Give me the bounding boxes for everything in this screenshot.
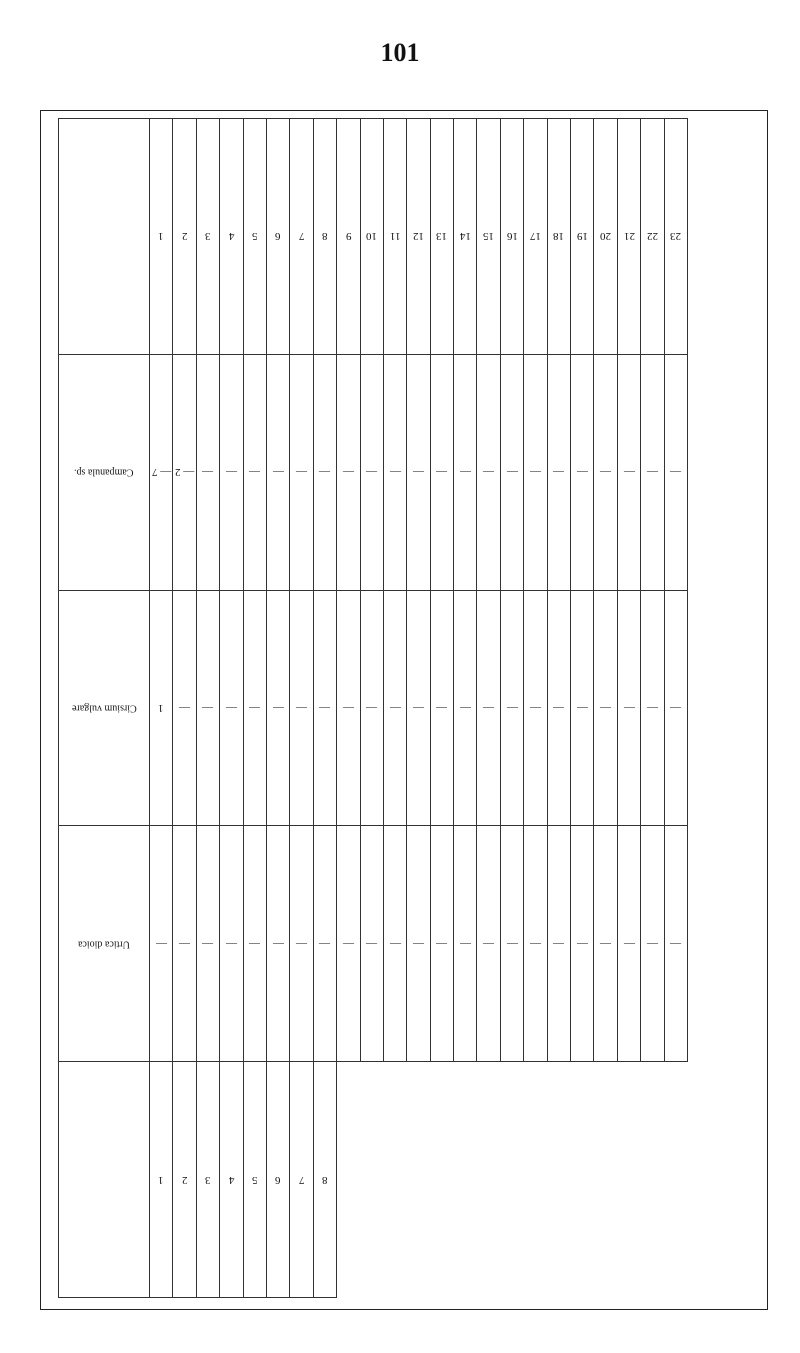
column-header-label: 12 bbox=[412, 230, 424, 243]
table-cell bbox=[220, 354, 243, 590]
column-header-label: 2 bbox=[181, 230, 188, 243]
table-cell-value: — bbox=[553, 937, 565, 950]
table-cell bbox=[407, 590, 430, 826]
table-cell-value: — bbox=[319, 701, 331, 714]
table-cell bbox=[547, 826, 570, 1062]
table-cell bbox=[477, 826, 500, 1062]
column-header bbox=[266, 119, 289, 355]
column-header bbox=[594, 119, 617, 355]
side-label-text: 6 bbox=[275, 1173, 281, 1186]
table-cell bbox=[360, 590, 383, 826]
column-header-label: 18 bbox=[553, 230, 565, 243]
column-header-label: 6 bbox=[275, 230, 281, 243]
column-header-label: 16 bbox=[506, 230, 518, 243]
column-header-label: 23 bbox=[670, 230, 682, 243]
column-header-label: 8 bbox=[322, 230, 328, 243]
column-header-label: 11 bbox=[389, 230, 401, 243]
side-label bbox=[173, 1062, 196, 1298]
table-cell bbox=[617, 590, 640, 826]
column-header bbox=[360, 119, 383, 355]
table-cell bbox=[594, 354, 617, 590]
table-cell bbox=[313, 590, 336, 826]
table-cell-value: — bbox=[179, 937, 191, 950]
column-header bbox=[477, 119, 500, 355]
column-header-label: 1 bbox=[158, 230, 164, 243]
table-cell bbox=[571, 354, 594, 590]
table-cell bbox=[383, 354, 406, 590]
table-cell-value: — bbox=[389, 937, 401, 950]
table-cell bbox=[664, 826, 687, 1062]
table-cell bbox=[547, 354, 570, 590]
side-label-row bbox=[59, 1062, 688, 1298]
table-cell-value: — bbox=[319, 466, 331, 479]
row-label bbox=[59, 354, 150, 590]
table-cell-value: — bbox=[296, 937, 308, 950]
table-cell-value: — bbox=[249, 701, 261, 714]
column-header bbox=[407, 119, 430, 355]
side-label bbox=[220, 1062, 243, 1298]
column-header bbox=[430, 119, 453, 355]
side-label-text: 4 bbox=[228, 1173, 235, 1186]
table-cell-value: — bbox=[600, 701, 612, 714]
column-header-label: 22 bbox=[646, 230, 658, 243]
table-cell-value: — bbox=[646, 937, 658, 950]
table-cell-value: — bbox=[506, 701, 518, 714]
column-header-label: 4 bbox=[228, 230, 235, 243]
side-label-text: 8 bbox=[322, 1173, 328, 1186]
table-cell-value: — bbox=[436, 701, 448, 714]
table-cell bbox=[571, 826, 594, 1062]
column-header bbox=[571, 119, 594, 355]
table-cell bbox=[290, 826, 313, 1062]
table-cell-value: — bbox=[670, 466, 682, 479]
column-header bbox=[220, 119, 243, 355]
table-cell bbox=[617, 826, 640, 1062]
row-label-text: Cirsium vulgare bbox=[71, 702, 137, 714]
table-cell bbox=[454, 826, 477, 1062]
table-cell bbox=[266, 590, 289, 826]
table-cell-value: — bbox=[553, 701, 565, 714]
table-cell-value: — bbox=[249, 937, 261, 950]
table-cell-value: — bbox=[646, 701, 658, 714]
row-label bbox=[59, 826, 150, 1062]
table-cell bbox=[243, 354, 266, 590]
table-cell bbox=[337, 826, 360, 1062]
table-cell bbox=[383, 590, 406, 826]
table-cell-value: — bbox=[436, 937, 448, 950]
side-label bbox=[196, 1062, 219, 1298]
table-cell bbox=[360, 354, 383, 590]
column-header-label: 9 bbox=[345, 230, 352, 243]
table-cell-value: — bbox=[202, 466, 214, 479]
side-label-text: 1 bbox=[158, 1173, 164, 1186]
column-header-label: 21 bbox=[623, 230, 635, 243]
table-cell bbox=[337, 354, 360, 590]
table-cell bbox=[524, 826, 547, 1062]
column-header bbox=[454, 119, 477, 355]
table-row bbox=[59, 590, 688, 826]
table-cell-value: — bbox=[225, 937, 237, 950]
table-cell bbox=[641, 590, 664, 826]
table-cell-value: — bbox=[342, 466, 354, 479]
table-cell bbox=[547, 590, 570, 826]
column-header-label: 17 bbox=[529, 230, 541, 243]
table-cell-value: — bbox=[529, 466, 541, 479]
table-cell bbox=[430, 826, 453, 1062]
table-cell-value: — bbox=[412, 937, 424, 950]
column-header bbox=[290, 119, 313, 355]
column-header bbox=[196, 119, 219, 355]
table-cell-value: — bbox=[623, 937, 635, 950]
column-header-label: 13 bbox=[436, 230, 448, 243]
side-label bbox=[266, 1062, 289, 1298]
table-cell bbox=[150, 354, 173, 590]
table-cell-value: — bbox=[155, 937, 167, 950]
table-cell bbox=[173, 354, 196, 590]
table-cell-value: — bbox=[319, 937, 331, 950]
table-cell-value: 1 bbox=[158, 701, 164, 714]
table-cell bbox=[150, 590, 173, 826]
side-label bbox=[243, 1062, 266, 1298]
table-cell bbox=[430, 590, 453, 826]
table-cell bbox=[594, 826, 617, 1062]
table-cell bbox=[173, 590, 196, 826]
table-cell-value: — bbox=[459, 466, 471, 479]
table-cell-value: — bbox=[506, 466, 518, 479]
table-cell-value: — bbox=[459, 937, 471, 950]
table-cell-value: — bbox=[272, 937, 284, 950]
table-cell-value: — bbox=[576, 466, 588, 479]
column-header bbox=[243, 119, 266, 355]
table-cell-value: — bbox=[342, 701, 354, 714]
table-cell-value: — bbox=[412, 701, 424, 714]
table-cell-value: — bbox=[225, 466, 237, 479]
table-cell-value: — bbox=[646, 466, 658, 479]
table-cell bbox=[383, 826, 406, 1062]
table-cell-value: — bbox=[296, 701, 308, 714]
column-header-label: 7 bbox=[298, 230, 305, 243]
table-cell-value: — bbox=[366, 937, 378, 950]
row-label-text: Urtica dioica bbox=[78, 938, 130, 950]
table-cell-value: — bbox=[342, 937, 354, 950]
table-cell-value: — 2 bbox=[174, 466, 195, 479]
table-cell bbox=[150, 826, 173, 1062]
column-header bbox=[173, 119, 196, 355]
side-label-text: 2 bbox=[181, 1173, 188, 1186]
table-cell-value: — bbox=[483, 701, 495, 714]
table-cell bbox=[594, 590, 617, 826]
table-cell bbox=[407, 354, 430, 590]
table-cell bbox=[290, 590, 313, 826]
column-header-label: 20 bbox=[600, 230, 612, 243]
column-header bbox=[383, 119, 406, 355]
side-label bbox=[150, 1062, 173, 1298]
table-cell bbox=[500, 590, 523, 826]
table-cell-value: — bbox=[389, 466, 401, 479]
table-cell-value: — bbox=[600, 937, 612, 950]
table-cell-value: — bbox=[623, 701, 635, 714]
table-cell bbox=[430, 354, 453, 590]
table-cell-value: — bbox=[225, 701, 237, 714]
table-cell bbox=[617, 354, 640, 590]
table-cell-value: — 7 bbox=[151, 466, 171, 479]
table-cell bbox=[664, 590, 687, 826]
table-cell-value: — bbox=[506, 937, 518, 950]
table-cell-value: — bbox=[670, 937, 682, 950]
table-cell bbox=[313, 826, 336, 1062]
table-cell-value: — bbox=[483, 937, 495, 950]
table-cell bbox=[266, 826, 289, 1062]
table-cell-value: — bbox=[576, 701, 588, 714]
table-cell bbox=[641, 354, 664, 590]
table-cell bbox=[454, 354, 477, 590]
table-cell bbox=[243, 826, 266, 1062]
table-cell bbox=[524, 354, 547, 590]
table-cell-value: — bbox=[529, 701, 541, 714]
page-number: 101 bbox=[380, 38, 420, 67]
table-row bbox=[59, 354, 688, 590]
table-cell-value: — bbox=[389, 701, 401, 714]
table-cell-value: — bbox=[600, 466, 612, 479]
column-header-label: 19 bbox=[576, 230, 588, 243]
table-cell-value: — bbox=[412, 466, 424, 479]
table-cell bbox=[220, 590, 243, 826]
column-header-label: 5 bbox=[252, 230, 258, 243]
table-cell bbox=[196, 826, 219, 1062]
table-cell bbox=[477, 354, 500, 590]
side-label-text: 5 bbox=[252, 1173, 258, 1186]
table-cell bbox=[360, 826, 383, 1062]
table-cell bbox=[407, 826, 430, 1062]
table-cell bbox=[524, 590, 547, 826]
table-cell bbox=[571, 590, 594, 826]
header-row bbox=[59, 119, 688, 355]
table-cell-value: — bbox=[202, 701, 214, 714]
header-corner bbox=[59, 119, 150, 355]
side-label bbox=[290, 1062, 313, 1298]
column-header bbox=[150, 119, 173, 355]
data-table bbox=[58, 118, 688, 1298]
table-cell bbox=[477, 590, 500, 826]
table-cell bbox=[196, 590, 219, 826]
side-label-corner bbox=[59, 1062, 150, 1298]
column-header bbox=[500, 119, 523, 355]
table-cell-value: — bbox=[179, 701, 191, 714]
column-header bbox=[524, 119, 547, 355]
table-cell-value: — bbox=[366, 466, 378, 479]
table-cell-value: — bbox=[623, 466, 635, 479]
column-header bbox=[641, 119, 664, 355]
table-cell-value: — bbox=[553, 466, 565, 479]
table-cell bbox=[220, 826, 243, 1062]
row-label-text: Campanula sp. bbox=[74, 466, 134, 478]
table-cell bbox=[664, 354, 687, 590]
table-cell bbox=[173, 826, 196, 1062]
table-cell bbox=[266, 354, 289, 590]
table-cell-value: — bbox=[483, 466, 495, 479]
table-cell bbox=[313, 354, 336, 590]
column-header-label: 15 bbox=[483, 230, 495, 243]
table-cell-value: — bbox=[202, 937, 214, 950]
table-cell bbox=[500, 826, 523, 1062]
column-header bbox=[313, 119, 336, 355]
table-cell-value: — bbox=[249, 466, 261, 479]
table-row bbox=[59, 826, 688, 1062]
table-cell bbox=[290, 354, 313, 590]
table-cell-value: — bbox=[459, 701, 471, 714]
table-cell-value: — bbox=[296, 466, 308, 479]
column-header-label: 10 bbox=[366, 230, 378, 243]
table-cell-value: — bbox=[366, 701, 378, 714]
table-cell-value: — bbox=[436, 466, 448, 479]
table-cell-value: — bbox=[670, 701, 682, 714]
table-cell bbox=[196, 354, 219, 590]
side-label-text: 7 bbox=[298, 1173, 305, 1186]
column-header bbox=[337, 119, 360, 355]
row-label bbox=[59, 590, 150, 826]
table-cell-value: — bbox=[272, 466, 284, 479]
column-header bbox=[547, 119, 570, 355]
column-header bbox=[617, 119, 640, 355]
column-header bbox=[664, 119, 687, 355]
side-label bbox=[313, 1062, 336, 1298]
table-cell bbox=[337, 590, 360, 826]
table-cell-value: — bbox=[576, 937, 588, 950]
table-cell bbox=[454, 590, 477, 826]
column-header-label: 14 bbox=[459, 230, 471, 243]
table-cell bbox=[243, 590, 266, 826]
table-cell-value: — bbox=[529, 937, 541, 950]
column-header-label: 3 bbox=[205, 230, 211, 243]
table-cell bbox=[500, 354, 523, 590]
table-cell-value: — bbox=[272, 701, 284, 714]
table-cell bbox=[641, 826, 664, 1062]
side-label-text: 3 bbox=[205, 1173, 211, 1186]
